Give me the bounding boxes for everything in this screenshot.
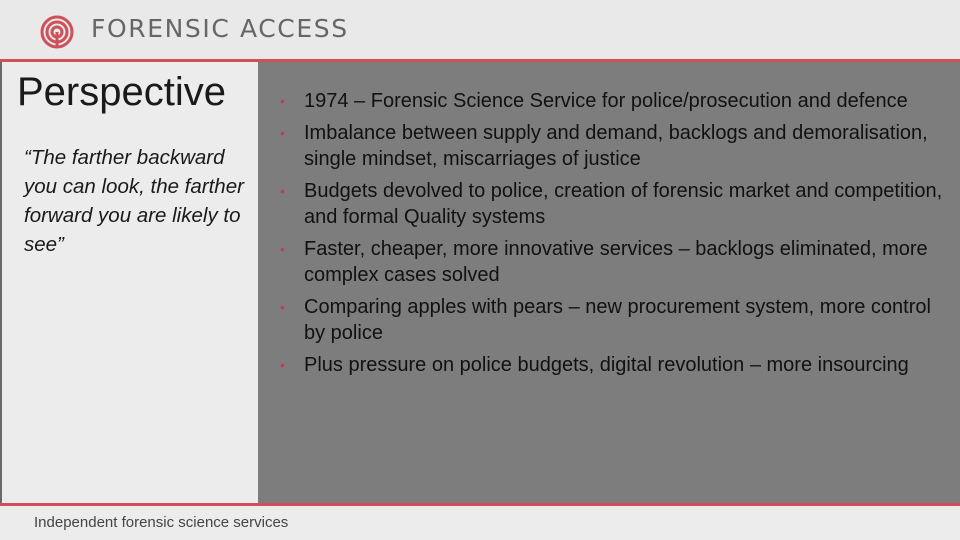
- bullet-text: Imbalance between supply and demand, backlogs and demoralisation, single mindset, miscarriages of justice: [304, 122, 928, 170]
- bullet-text: Comparing apples with pears – new procurement system, more control by police: [304, 296, 931, 344]
- bullet-item: [278, 294, 950, 346]
- bullet-item: [278, 88, 950, 114]
- bullet-item: [278, 178, 950, 230]
- bullet-marker: •: [280, 93, 285, 109]
- bullet-text: Plus pressure on police budgets, digital revolution – more insourcing: [304, 354, 909, 376]
- quote-text: “The farther backward you can look, the farther forward you are likely to see”: [24, 146, 244, 256]
- left-edge-rule: [0, 62, 2, 503]
- bullet-marker: •: [280, 241, 285, 257]
- bottom-divider: [0, 503, 960, 506]
- left-panel: [0, 62, 258, 503]
- footer-text: Independent forensic science services: [34, 514, 289, 531]
- bullet-item: [278, 352, 950, 378]
- bullet-text: 1974 – Forensic Science Service for police/prosecution and defence: [304, 90, 908, 112]
- bullet-item: [278, 236, 950, 288]
- bullet-text: Budgets devolved to police, creation of forensic market and competition, and formal Quality systems: [304, 180, 943, 228]
- bullet-list: [278, 88, 950, 384]
- bullet-item: [278, 120, 950, 172]
- bullet-marker: •: [280, 299, 285, 315]
- bullet-text: Faster, cheaper, more innovative services – backlogs eliminated, more complex cases solved: [304, 238, 928, 286]
- slide-title: Perspective: [17, 70, 226, 114]
- logo-icon: [40, 15, 74, 49]
- brand-name: FORENSIC ACCESS: [91, 14, 349, 43]
- bullet-marker: •: [280, 125, 285, 141]
- bullet-marker: •: [280, 183, 285, 199]
- bullet-marker: •: [280, 357, 285, 373]
